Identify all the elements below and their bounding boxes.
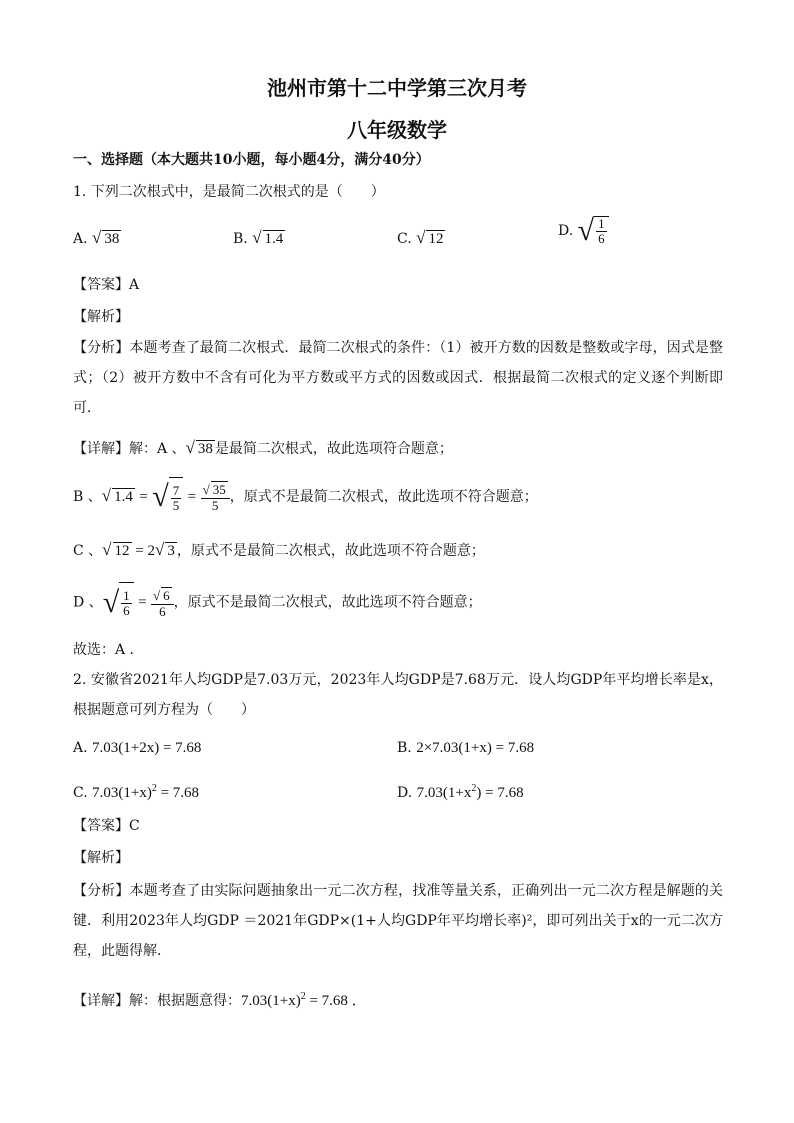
q2-detail-prefix: 【详解】解：根据题意得：	[73, 993, 241, 1009]
q1-option-d-numerator: 1	[598, 216, 605, 231]
q2-answer: 【答案】C	[73, 818, 140, 834]
q1-option-c-label: C.	[397, 231, 412, 247]
q1-option-a-label: A.	[73, 231, 88, 247]
q2-stem: 2. 安徽省2021年人均GDP是7.03万元，2023年人均GDP是7.68万元．设人均GDP年平均增长率是x，根据题意可列方程为（ ）	[73, 672, 723, 718]
q1-detail-b-equals2: =	[187, 489, 197, 505]
q2-analysis-text: 【分析】本题考查了由实际问题抽象出一元二次方程，找准等量关系，正确列出一元二次方程是解题的关键．利用2023年人均GDP ＝2021年GDP×(1+人均GDP年平均增长率)²，即可列出关于x的一元二次方程，此题得解．	[73, 883, 723, 959]
q1-detail-b-num: 7	[172, 482, 180, 498]
q1-option-b-label: B.	[233, 231, 248, 247]
q1-detail-b-prefix: B 、	[73, 489, 102, 505]
q2-option-c-exponent: 2	[151, 783, 157, 794]
q1-option-a: A. √ 38	[73, 228, 120, 247]
q1-detail-d-text: ，原式不是最简二次根式，故此选项不符合题意；	[173, 594, 482, 611]
q2-option-a-expr: 7.03(1+2x) = 7.68	[92, 740, 202, 756]
q2-option-b-expr: 2×7.03(1+x) = 7.68	[416, 740, 535, 756]
q1-stem: 1. 下列二次根式中，是最简二次根式的是（ ）	[73, 184, 385, 200]
q1-detail-c-radicand2: 3	[167, 543, 175, 559]
q1-detail-d-num2: 6	[163, 587, 170, 603]
q1-detail-c-radicand: 12	[114, 543, 130, 559]
q2-analysis-tag: 【解析】	[73, 850, 129, 866]
q1-option-c-radicand: 12	[428, 231, 444, 247]
q2-option-b	[397, 738, 534, 758]
q1-detail-a-text: 是最简二次根式，故此选项符合题意；	[214, 441, 453, 457]
q2-detail	[73, 987, 367, 1011]
q1-detail-b-equals: =	[139, 489, 148, 505]
q2-detail-expr: 7.03(1+x)	[241, 993, 301, 1009]
q1-detail-b-text: ，原式不是最简二次根式，故此选项不符合题意；	[229, 489, 538, 505]
q1-analysis-tag: 【解析】	[73, 309, 129, 325]
q1-answer: 【答案】A	[73, 277, 140, 293]
q1-detail-d-prefix: D 、	[73, 594, 103, 611]
q1-option-d: D. √ $\frac{1}{6}$	[558, 216, 609, 246]
page-title: 池州市第十二中学第三次月考	[267, 76, 527, 100]
q1-detail-c: C 、√ 12 = 2√ 3 ，原式不是最简二次根式，故此选项不符合题意；	[73, 540, 485, 559]
q1-detail-b: B 、√ 1.4 = √ $\frac{7}{5}$ = $\frac{√ 35}{5}$ ，原式不是最简二次根式，故此选项不符合题意；	[73, 476, 538, 518]
q1-detail-c-prefix: C 、	[73, 543, 103, 559]
q2-option-d	[397, 779, 524, 803]
q2-detail-exponent: 2	[300, 991, 306, 1002]
q1-detail-b-num2: 35	[212, 482, 226, 497]
q1-detail-d-equals: =	[138, 594, 147, 611]
q1-detail-c-text: ，原式不是最简二次根式，故此选项不符合题意；	[176, 543, 485, 559]
section-heading: 一、选择题（本大题共10小题，每小题4分，满分40分）	[73, 152, 430, 168]
q2-option-c-expr: 7.03(1+x)	[92, 785, 152, 801]
q1-detail-a-prefix: 【详解】解：A 、	[73, 441, 186, 457]
q1-detail-b-den2: 5	[211, 498, 219, 513]
q1-detail-a-radicand: 38	[197, 441, 213, 457]
q1-option-c: C. √ 12	[397, 228, 444, 247]
q2-option-a-label: A.	[73, 740, 88, 756]
q1-detail-a: 【详解】解：A 、√ 38 是最简二次根式，故此选项符合题意；	[73, 438, 453, 457]
q1-detail-b-den: 5	[172, 497, 180, 513]
q2-option-d-exponent: 2	[471, 783, 477, 794]
q2-option-c-label: C.	[73, 785, 88, 801]
q1-detail-c-equals: = 2	[135, 543, 155, 559]
q1-option-d-label: D.	[558, 223, 574, 239]
q2-option-d-expr: 7.03(1+x	[416, 785, 472, 801]
q1-detail-d-num: 1	[123, 588, 130, 604]
q1-option-b: B. √ 1.4	[233, 228, 284, 247]
q1-option-a-radicand: 38	[104, 231, 120, 247]
q2-detail-rhs: = 7.68 ．	[305, 993, 367, 1009]
q1-option-b-radicand: 1.4	[264, 231, 284, 247]
q2-option-d-label: D.	[397, 785, 413, 801]
q1-detail-d: D 、 √ $\frac{1}{6}$ = $\frac{√ 6}{6}$ ，原式不是最简二次根式，故此选项不符合题意；	[73, 582, 482, 623]
page-subtitle: 八年级数学	[347, 118, 447, 142]
q2-option-d-rhs: ) = 7.68	[476, 785, 524, 801]
q1-detail-d-den: 6	[123, 603, 130, 619]
q1-detail-d-den2: 6	[159, 603, 166, 619]
q1-choose: 故选：A ．	[73, 642, 144, 658]
q1-detail-b-radicand: 1.4	[114, 489, 133, 505]
q1-option-d-denominator: 6	[598, 231, 605, 246]
q2-option-b-label: B.	[397, 740, 412, 756]
q2-option-a	[73, 738, 201, 758]
q2-option-c-rhs: = 7.68	[156, 785, 200, 801]
q2-option-c	[73, 779, 199, 803]
q1-analysis-text: 【分析】本题考查了最简二次根式．最简二次根式的条件：（1）被开方数的因数是整数或字母，因式是整式；（2）被开方数中不含有可化为平方数或平方式的因数或因式．根据最简二次根式的定义逐个判断即可．	[73, 340, 723, 416]
